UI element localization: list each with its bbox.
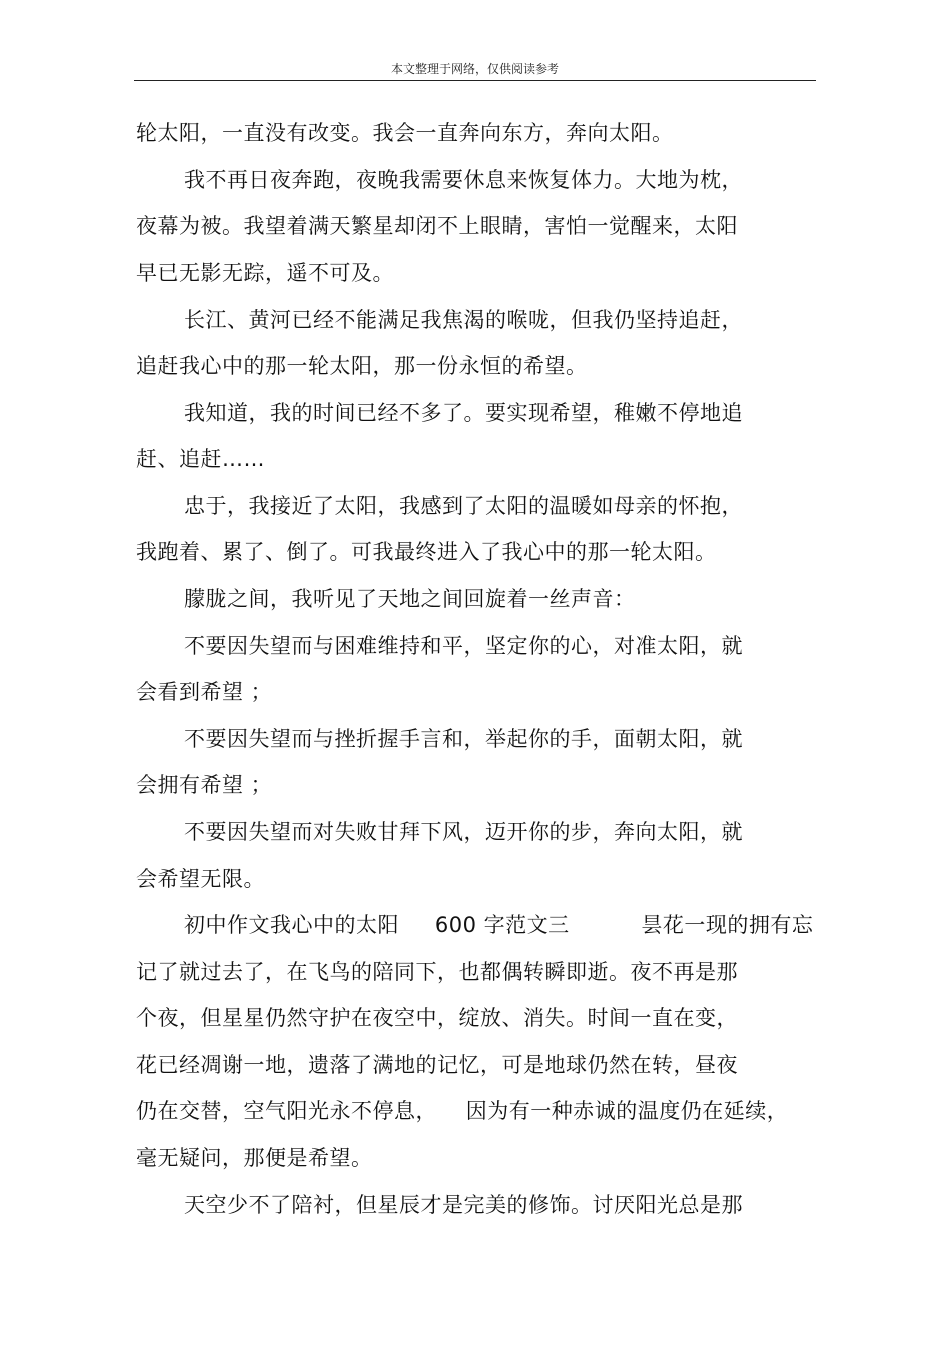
text-line: 花已经凋谢一地，遗落了满地的记忆，可是地球仍然在转，昼夜	[136, 1053, 738, 1077]
text-line: 早已无影无踪，遥不可及。	[136, 261, 394, 285]
text-line: 会看到希望 ；	[136, 680, 273, 704]
page-header: 本文整理于网络，仅供阅读参考	[390, 62, 559, 76]
text-line: 不要因失望而与困难维持和平，坚定你的心，对准太阳，就	[184, 634, 743, 658]
text-line: 不要因失望而与挫折握手言和，举起你的手，面朝太阳，就	[184, 727, 743, 751]
header-divider	[134, 80, 816, 81]
text-line: 仍在交替，空气阳光永不停息， 因为有一种赤诚的温度仍在延续，	[136, 1099, 789, 1123]
text-line: 长江、黄河已经不能满足我焦渴的喉咙，但我仍坚持追赶，	[184, 308, 743, 332]
text-line: 不要因失望而对失败甘拜下风，迈开你的步，奔向太阳，就	[184, 820, 743, 844]
text-line: 会希望无限。	[136, 867, 265, 891]
text-line: 夜幕为被。我望着满天繁星却闭不上眼睛，害怕一觉醒来，太阳	[136, 214, 738, 238]
text-line: 毫无疑问，那便是希望。	[136, 1146, 373, 1170]
text-line: 朦胧之间，我听见了天地之间回旋着一丝声音：	[184, 587, 636, 611]
text-line: 轮太阳，一直没有改变。我会一直奔向东方，奔向太阳。	[136, 121, 674, 145]
text-line: 我跑着、累了、倒了。可我最终进入了我心中的那一轮太阳。	[136, 540, 717, 564]
text-line: 赶、追赶……	[136, 447, 265, 471]
text-line: 个夜，但星星仍然守护在夜空中，绽放、消失。时间一直在变，	[136, 1006, 738, 1030]
text-line: 忠于，我接近了太阳，我感到了太阳的温暖如母亲的怀抱，	[184, 494, 743, 518]
text-line: 追赶我心中的那一轮太阳，那一份永恒的希望。	[136, 354, 588, 378]
text-line: 会拥有希望 ；	[136, 773, 273, 797]
text-line: 我不再日夜奔跑，夜晚我需要休息来恢复体力。大地为枕，	[184, 168, 743, 192]
text-line: 我知道，我的时间已经不多了。要实现希望，稚嫩不停地追	[184, 401, 743, 425]
text-line: 记了就过去了，在飞鸟的陪同下，也都偶转瞬即逝。夜不再是那	[136, 960, 738, 984]
text-line: 初中作文我心中的太阳 600 字范文三 昙花一现的拥有忘	[184, 913, 814, 937]
text-line: 天空少不了陪衬，但星辰才是完美的修饰。讨厌阳光总是那	[184, 1193, 743, 1217]
